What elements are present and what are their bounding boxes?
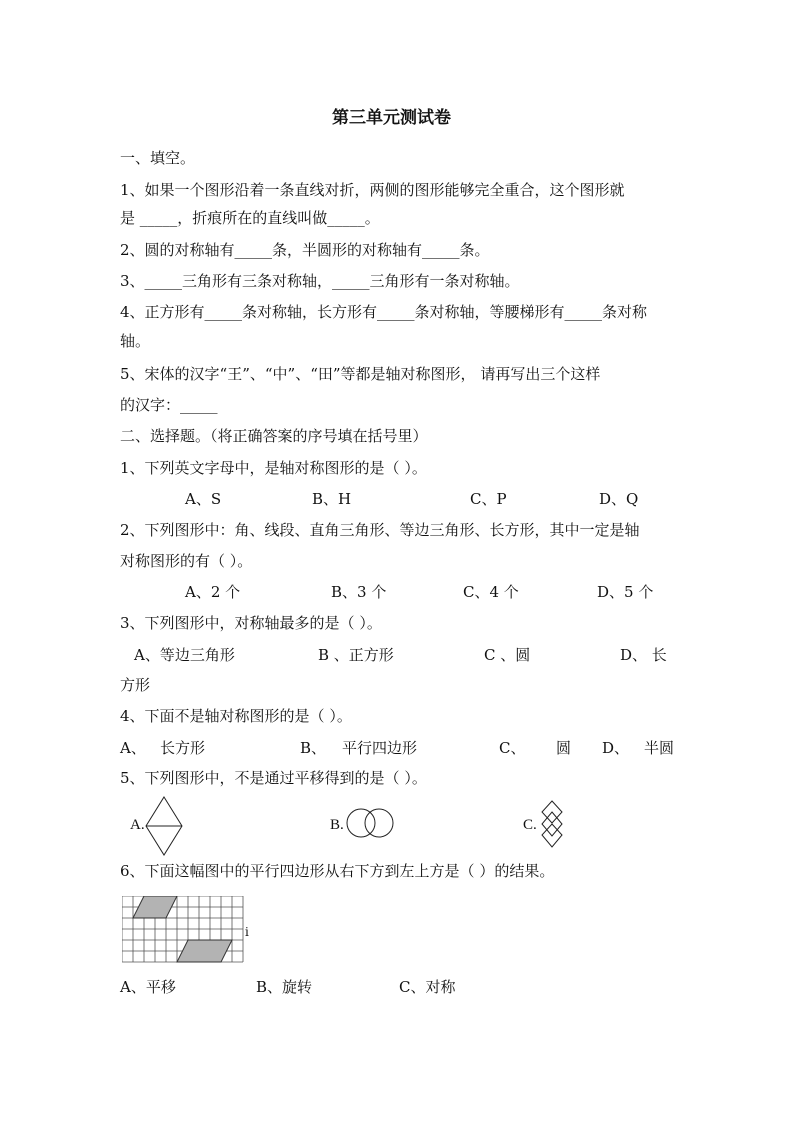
- choice-q4-stem: 4、下面不是轴对称图形的是（ ）。: [120, 707, 352, 725]
- choice-q4-option-a: A、: [120, 739, 146, 757]
- choice-q2-stem-line2: 对称图形的有（ ）。: [120, 552, 253, 570]
- choice-q3-option-a: A、等边三角形: [134, 646, 235, 664]
- figure-c-label: C.: [523, 817, 537, 833]
- page-title: 第三单元测试卷: [332, 108, 451, 128]
- fill-q1-line1: 1、如果一个图形沿着一条直线对折，两侧的图形能够完全重合，这个图形就: [120, 181, 625, 199]
- choice-q6-stem: 6、下面这幅图中的平行四边形从右下方到左上方是（ ）的结果。: [120, 862, 555, 880]
- choice-q2-stem-line1: 2、下列图形中：角、线段、直角三角形、等边三角形、长方形，其中一定是轴: [120, 521, 640, 539]
- choice-q6-option-c: C、对称: [399, 978, 456, 996]
- choice-q1-stem: 1、下列英文字母中，是轴对称图形的是（ ）。: [120, 459, 427, 477]
- choice-q1-option-a: A、S: [185, 490, 222, 508]
- section2-heading: 二、选择题。（将正确答案的序号填在括号里）: [120, 427, 428, 445]
- fill-q5-line2: 的汉字：_____: [120, 396, 218, 414]
- grid-mark: i: [245, 925, 249, 939]
- choice-q1-option-d: D、Q: [599, 490, 639, 508]
- choice-q1-option-c: C、P: [470, 490, 507, 508]
- choice-q4-option-b: B、: [300, 739, 327, 757]
- choice-q4-option-d-text: 半圆: [644, 739, 675, 757]
- choice-q4-option-c: C、: [499, 739, 526, 757]
- choice-q2-option-b: B、3 个: [331, 583, 387, 601]
- choice-q5-stem: 5、下列图形中，不是通过平移得到的是（ ）。: [120, 769, 427, 787]
- figure-b-label: B.: [330, 817, 344, 833]
- choice-q6-option-a: A、平移: [120, 978, 176, 996]
- choice-q4-option-a-text: 长方形: [160, 739, 206, 757]
- choice-q4-option-d: D、: [602, 739, 630, 757]
- fill-q1-line2: 是 _____，折痕所在的直线叫做_____。: [120, 209, 380, 227]
- choice-q4-option-b-text: 平行四边形: [342, 739, 418, 757]
- fill-q4-line1: 4、正方形有_____条对称轴，长方形有_____条对称轴，等腰梯形有_____条对称: [120, 303, 648, 321]
- figure-a-label: A.: [130, 817, 145, 833]
- figure-b-two-circles: [344, 808, 396, 838]
- fill-q3: 3、_____三角形有三条对称轴，_____三角形有一条对称轴。: [120, 272, 520, 290]
- choice-q4-option-c-text: 圆: [556, 739, 572, 757]
- choice-q2-option-a: A、2 个: [185, 583, 241, 601]
- fill-q5-line1: 5、宋体的汉字“王”、“中”、“田”等都是轴对称图形， 请再写出三个这样: [120, 365, 601, 383]
- figure-a-double-triangle: [145, 796, 183, 856]
- choice-q2-option-c: C、4 个: [463, 583, 519, 601]
- figure-grid-parallelograms: [122, 896, 246, 964]
- choice-q3-option-c: C 、圆: [484, 646, 531, 664]
- choice-q3-option-d: D、 长: [620, 646, 667, 664]
- choice-q3-option-b: B 、正方形: [318, 646, 394, 664]
- choice-q2-option-d: D、5 个: [597, 583, 654, 601]
- choice-q3-stem: 3、下列图形中，对称轴最多的是（ ）。: [120, 614, 382, 632]
- fill-q2: 2、圆的对称轴有_____条，半圆形的对称轴有_____条。: [120, 241, 490, 259]
- section1-heading: 一、填空。: [120, 149, 196, 167]
- choice-q1-option-b: B、H: [312, 490, 352, 508]
- choice-q3-option-d-wrap: 方形: [120, 676, 151, 694]
- figure-c-stacked-diamonds: [540, 800, 564, 848]
- fill-q4-line2: 轴。: [120, 332, 151, 350]
- choice-q6-option-b: B、旋转: [256, 978, 313, 996]
